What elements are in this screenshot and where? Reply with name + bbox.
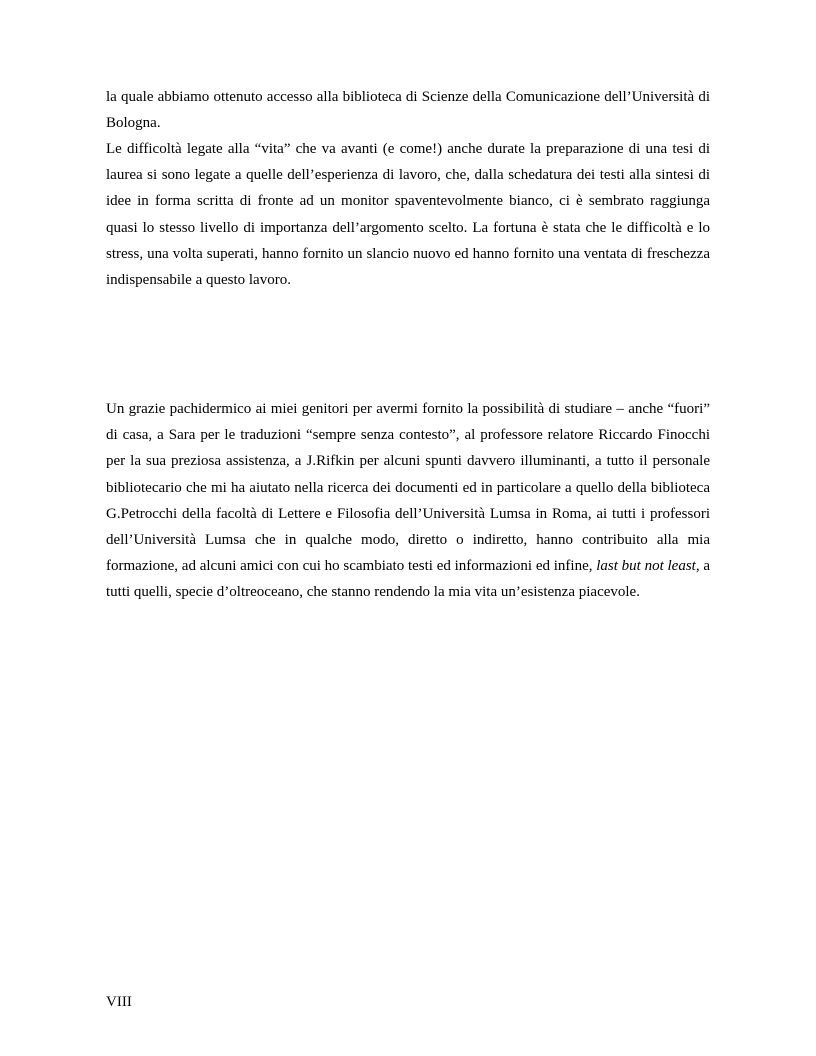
paragraph-library-access: la quale abbiamo ottenuto accesso alla biblioteca di Scienze della Comunicazione dell’Università di Bologna. [106, 89, 710, 132]
acknowledgements-text-end: , a tutti quelli, specie d’oltreoceano, che stanno rendendo la mia vita un’esistenza piacevole. [106, 558, 711, 601]
paragraph-acknowledgements [106, 396, 710, 606]
acknowledgements-text-start: Un grazie pachidermico ai miei genitori per avermi fornito la possibilità di studiare – anche “fuori” di casa, a Sara per le traduzioni “sempre senza contesto”, al professore relatore Riccardo Finocchi per la sua preziosa assistenza, a J.Rifkin per alcuni spunti davvero illuminanti, a tutto il personale bibliotecario che mi ha aiutato nella ricerca dei documenti ed in particolare a quello della biblioteca G.Petrocchi della facoltà di Lettere e Filosofia dell’Università Lumsa in Roma, ai tutti i professori dell’Università Lumsa che in qualche modo, diretto o indiretto, hanno contribuito alla mia formazione, ad alcuni amici con cui ho scambiato testi ed informazioni ed infine, [106, 401, 710, 575]
paragraph-difficulties: Le difficoltà legate alla “vita” che va avanti (e come!) anche durate la preparazione di una tesi di laurea si sono legate a quelle dell’esperienza di lavoro, che, dalla schedatura dei testi alla sintesi di idee in forma scritta di fronte ad un monitor spaventevolmente bianco, ci è sembrato raggiunga quasi lo stesso livello di importanza dell’argomento scelto. La fortuna è stata che le difficoltà e lo stress, una volta superati, hanno fornito un slancio nuovo ed hanno fornito una ventata di freschezza indispensabile a questo lavoro. [106, 141, 710, 289]
page-number: VIII [106, 994, 132, 1010]
acknowledgements-italic-phrase: last but not least [596, 558, 696, 575]
